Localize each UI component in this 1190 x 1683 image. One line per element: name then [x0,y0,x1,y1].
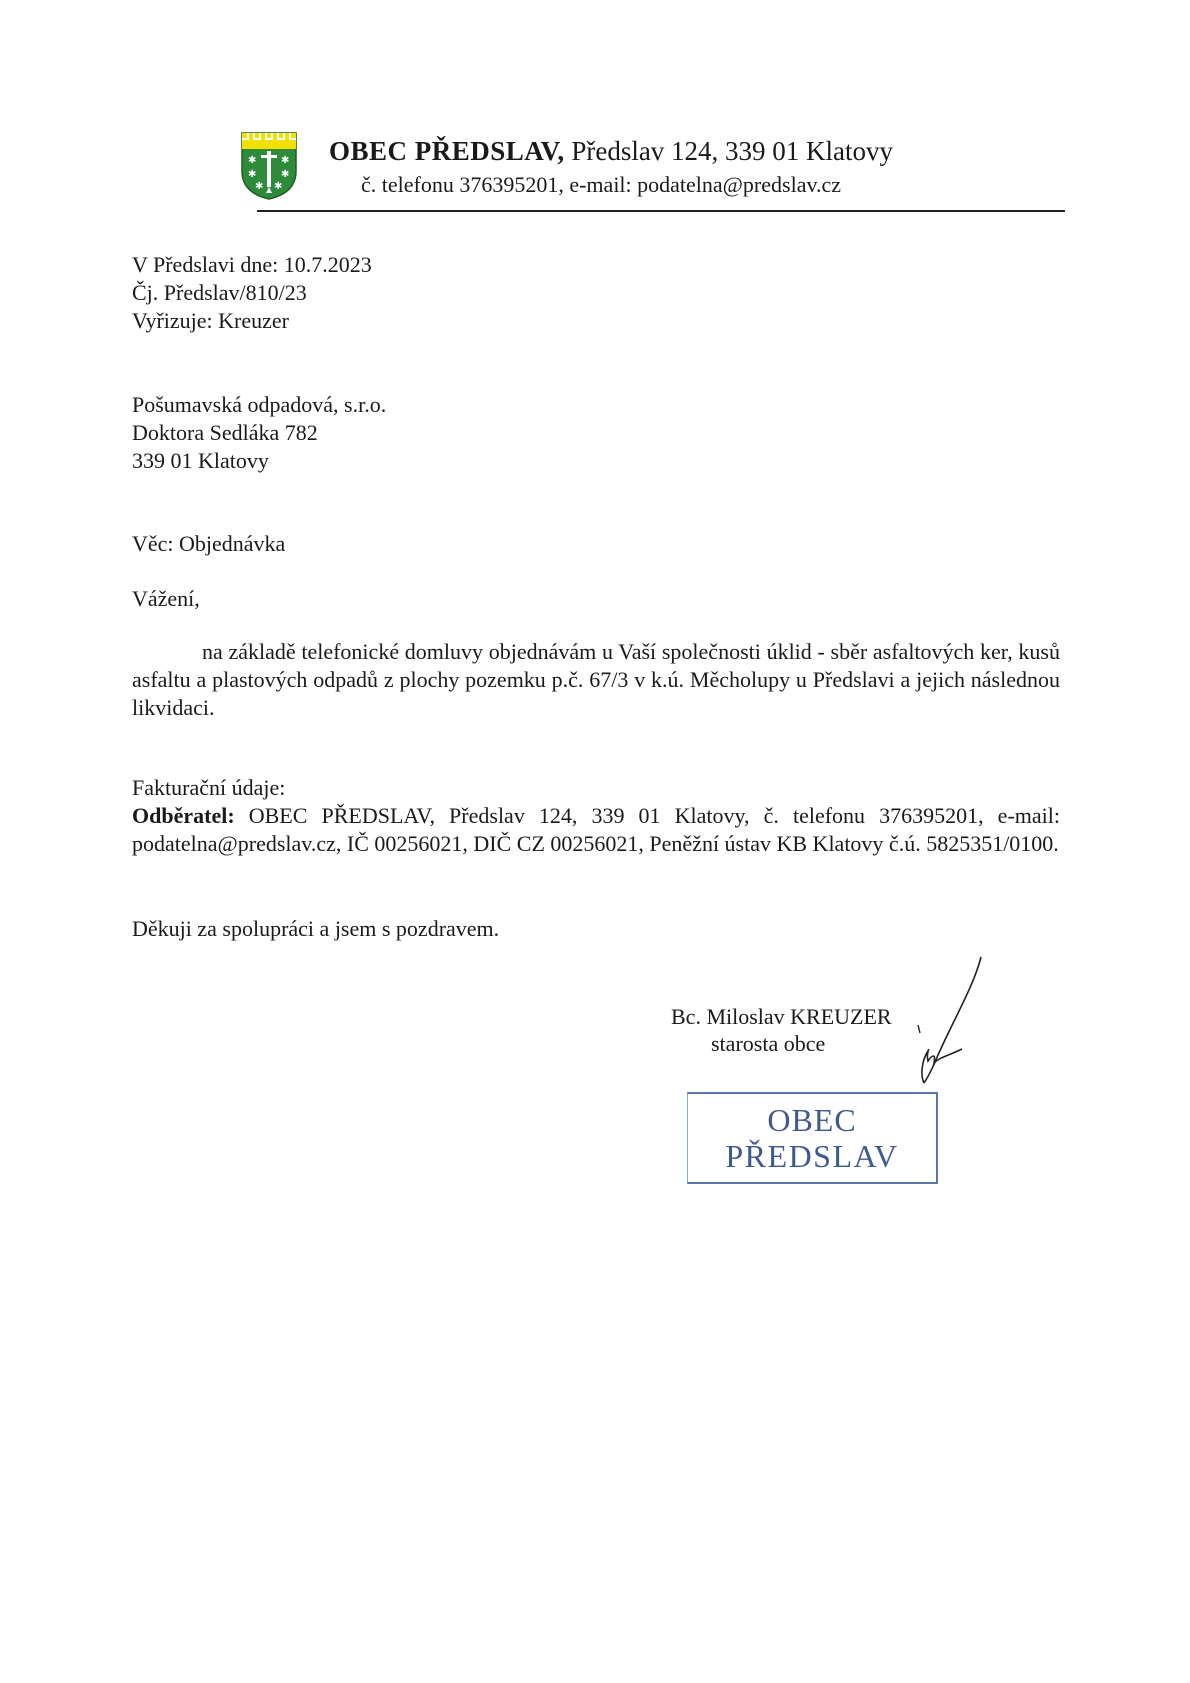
coat-of-arms-icon [240,131,298,201]
municipality-name: OBEC PŘEDSLAV, [329,136,565,166]
svg-text:✱: ✱ [248,169,257,180]
billing-heading: Fakturační údaje: [132,775,286,800]
svg-text:✱: ✱ [248,155,257,166]
official-stamp [687,1092,938,1184]
body-paragraph [132,638,1060,722]
svg-text:✱: ✱ [255,181,264,192]
municipality-address: Předslav 124, 339 01 Klatovy [571,136,894,166]
svg-text:✱: ✱ [281,155,290,166]
handwritten-signature [906,955,1006,1085]
letter-date: V Předslavi dne: 10.7.2023 [132,252,372,277]
billing-details [132,802,1060,858]
signatory-role: starosta obce [711,1031,826,1056]
letterhead-contact: č. telefonu 376395201, e-mail: podatelna@predslav.cz [361,172,842,197]
subject: Věc: Objednávka [132,531,286,556]
billing-label: Odběratel: [132,803,235,828]
stamp-line-1: OBEC [767,1102,857,1138]
billing-text: OBEC PŘEDSLAV, Předslav 124, 339 01 Klatovy, č. telefonu 376395201, e-mail: podatelna@predslav.cz, IČ 00256021, DIČ CZ 00256021, Peněžní ústav KB Klatovy č.ú. 5825351/0100. [132,803,1060,856]
letterhead-title [329,136,893,167]
svg-text:✱: ✱ [281,169,290,180]
recipient-city: 339 01 Klatovy [132,448,269,473]
svg-text:✱: ✱ [274,181,283,192]
body-text: na základě telefonické domluvy objednávám u Vaší společnosti úklid - sběr asfaltových ker, kusů asfaltu a plastových odpadů z plochy pozemku p.č. 67/3 v k.ú. Měcholupy u Předslavi a jejich následnou likvidaci. [132,639,1060,720]
signatory-name: Bc. Miloslav KREUZER [671,1004,892,1029]
salutation: Vážení, [132,586,200,611]
stamp-line-2: PŘEDSLAV [725,1138,899,1174]
reference-number: Čj. Předslav/810/23 [132,280,307,305]
recipient-company: Pošumavská odpadová, s.r.o. [132,392,387,417]
header-divider [257,210,1065,212]
closing-line: Děkuji za spolupráci a jsem s pozdravem. [132,916,500,941]
handler: Vyřizuje: Kreuzer [132,308,289,333]
recipient-street: Doktora Sedláka 782 [132,420,318,445]
